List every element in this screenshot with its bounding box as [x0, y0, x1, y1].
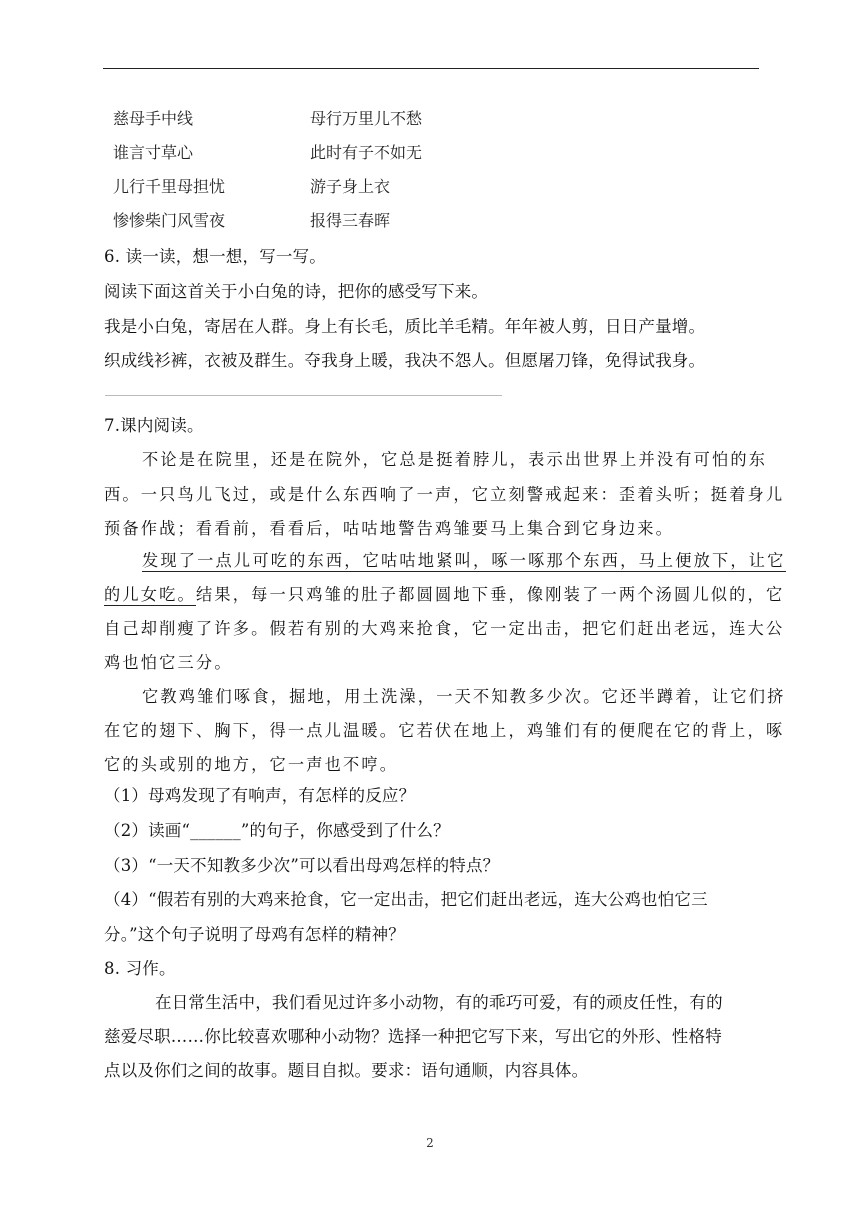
- match-right-3: 游子身上衣: [310, 177, 391, 196]
- match-right-2: 此时有子不如无: [310, 143, 423, 162]
- q6-instruction: 阅读下面这首关于小白兔的诗，把你的感受写下来。: [104, 282, 489, 301]
- q6-poem-line-2: 织成线衫裤，衣被及群生。夺我身上暖，我决不怨人。但愿屠刀锋，免得试我身。: [104, 351, 706, 370]
- match-left-3: 儿行千里母担忧: [113, 177, 226, 196]
- match-right-4: 报得三春晖: [310, 211, 391, 230]
- q8-title: 8. 习作。: [104, 959, 176, 978]
- q7-question-4-line-1: （4）“假若有别的大鸡来抢食，它一定出击，把它们赶出老远，连大公鸡也怕它三: [104, 890, 708, 909]
- match-left-1: 慈母手中线: [113, 109, 194, 128]
- match-left-4: 惨惨柴门风雪夜: [113, 211, 226, 230]
- underlined-sentence-part-1: 发现了一点儿可吃的东西，它咕咕地紧叫，啄一啄那个东西，马上便放下，让它: [142, 551, 786, 570]
- q7-question-3: （3）“一天不知教多少次”可以看出母鸡怎样的特点？: [104, 856, 500, 875]
- match-left-2: 谁言寸草心: [113, 143, 194, 162]
- page-number: 2: [426, 1136, 434, 1150]
- q7-p2-line-3: 自己却削瘦了许多。假若有别的大鸡来抢食，它一定出击，把它们赶出老远，连大公: [104, 619, 785, 638]
- q7-p1-line-3: 预备作战；看看前，看看后，咕咕地警告鸡雏要马上集合到它身边来。: [104, 519, 675, 538]
- q7-p3-line-1: 它教鸡雏们啄食，掘地，用土洗澡，一天不知教多少次。它还半蹲着，让它们挤: [142, 687, 786, 706]
- q7-p2-line-2: [104, 581, 784, 605]
- q7-p2-line-4: 鸡也怕它三分。: [104, 653, 233, 672]
- match-right-1: 母行万里儿不愁: [310, 109, 423, 128]
- q7-p2-line-1: [142, 547, 786, 571]
- q7-question-2: （2）读画“______”的句子，你感受到了什么？: [104, 821, 450, 840]
- q8-line-3: 点以及你们之间的故事。题目自拟。要求：语句通顺，内容具体。: [104, 1061, 589, 1080]
- header-rule: [103, 68, 759, 69]
- q8-line-2: 慈爱尽职……你比较喜欢哪种小动物？选择一种把它写下来，写出它的外形、性格特: [104, 1027, 722, 1046]
- q7-p2-line-2-rest: 结果，每一只鸡雏的肚子都圆圆地下垂，像刚装了一两个汤圆儿似的，它: [195, 585, 785, 604]
- q6-poem-line-1: 我是小白兔，寄居在人群。身上有长毛，质比羊毛精。年年被人剪，日日产量增。: [104, 317, 706, 336]
- q7-question-1: （1）母鸡发现了有响声，有怎样的反应？: [104, 786, 416, 805]
- q7-question-4-line-2: 分。”这个句子说明了母鸡有怎样的精神？: [104, 925, 405, 944]
- q7-p3-line-2: 在它的翅下、胸下，得一点儿温暖。它若伏在地上，鸡雏们有的便爬在它的背上，啄: [104, 721, 785, 740]
- answer-line: [105, 395, 502, 396]
- q6-title: 6. 读一读，想一想，写一写。: [104, 247, 326, 266]
- q8-line-1: 在日常生活中，我们看见过许多小动物，有的乖巧可爱，有的顽皮任性，有的: [155, 993, 723, 1012]
- q7-p1-line-2: 西。一只鸟儿飞过，或是什么东西响了一声，它立刻警戒起来：歪着头听；挺着身儿: [104, 485, 785, 504]
- q7-p3-line-3: 它的头或别的地方，它一声也不哼。: [104, 755, 399, 774]
- q7-p1-line-1: 不论是在院里，还是在院外，它总是挺着脖儿，表示出世界上并没有可怕的东: [142, 450, 768, 469]
- q7-title: 7.课内阅读。: [104, 416, 204, 435]
- underlined-sentence-part-2: 的儿女吃。: [104, 585, 196, 604]
